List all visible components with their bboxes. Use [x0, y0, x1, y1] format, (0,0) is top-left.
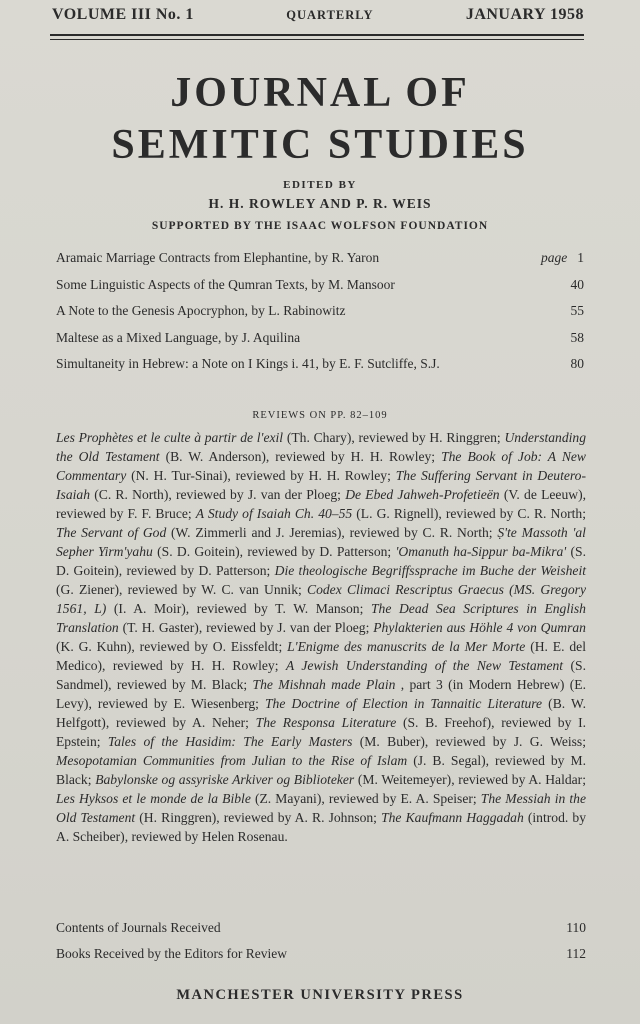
- review-details: (Th. Chary), reviewed by H. Ringgren;: [286, 430, 501, 445]
- support-line: SUPPORTED BY THE ISAAC WOLFSON FOUNDATION: [151, 220, 489, 232]
- article-page: 40: [570, 276, 584, 292]
- review-details: (S. Sandmel), reviewed by M. Black;: [56, 658, 587, 692]
- review-book-title: The Messiah in the Old Testament: [56, 791, 586, 825]
- review-book-title: The Mishnah made Plain: [252, 677, 396, 692]
- editors-names: H. H. ROWLEY AND P. R. WEIS: [208, 196, 432, 211]
- articles-contents: [56, 250, 584, 383]
- review-book-title: Phylakterien aus Höhle 4 von Qumran: [373, 620, 586, 635]
- article-entry: [56, 277, 584, 304]
- review-entry: [95, 772, 586, 787]
- article-title: Aramaic Marriage Contracts from Elephantine, by R. Yaron: [56, 250, 380, 265]
- review-details: (V. de Leeuw), reviewed by F. F. Bruce;: [56, 487, 587, 521]
- masthead-rule-thick: [50, 34, 584, 36]
- edited-by-label: EDITED BY: [283, 179, 357, 191]
- back-matter-page: 112: [566, 946, 586, 961]
- article-page: 80: [570, 356, 584, 371]
- review-book-title: The Doctrine of Election in Tannaitic Literature: [265, 696, 543, 711]
- article-title: Some Linguistic Aspects of the Qumran Texts, by M. Mansoor: [56, 276, 395, 292]
- review-details: (C. R. North), reviewed by J. van der Ploeg;: [94, 487, 341, 502]
- review-book-title: The Kaufmann Haggadah: [381, 810, 524, 825]
- page-word: page: [541, 250, 568, 265]
- review-book-title: The Suffering Servant in Deutero-Isaiah: [56, 468, 586, 502]
- review-book-title: Codex Climaci Rescriptus Graecus (MS. Gregory 1561, L): [56, 582, 586, 616]
- journal-title-line-2: SEMITIC STUDIES: [111, 122, 529, 168]
- reviews-list: [56, 428, 586, 846]
- review-details: (S. D. Goitein), reviewed by D. Patterson;: [56, 544, 587, 578]
- review-entry: [56, 525, 497, 540]
- frequency: QUARTERLY: [286, 8, 374, 22]
- review-details: (introd. by A. Scheiber), reviewed by Helen Rosenau.: [56, 810, 586, 844]
- article-page: 58: [570, 329, 584, 345]
- review-details: (H. E. del Medico), reviewed by H. H. Rowley;: [56, 639, 586, 673]
- review-entry: [56, 430, 504, 445]
- review-book-title: A Study of Isaiah Ch. 40–55: [195, 506, 353, 521]
- volume-number: VOLUME III No. 1: [52, 6, 194, 23]
- review-details: (I. A. Moir), reviewed by T. W. Manson;: [113, 601, 364, 616]
- back-matter-entry: [56, 920, 586, 936]
- review-book-title: Ṣ'te Massoth 'al Sepher Yirm'yahu: [56, 525, 586, 559]
- article-entry: [56, 356, 584, 383]
- review-details: (S. D. Goitein), reviewed by D. Patterson;: [157, 544, 392, 559]
- back-matter-page: 110: [566, 920, 586, 935]
- review-book-title: The Dead Sea Scriptures in English Translation: [56, 601, 586, 635]
- reviews-heading: REVIEWS ON PP. 82–109: [252, 410, 388, 421]
- back-matter-title: Contents of Journals Received: [56, 920, 221, 935]
- review-details: , part 3 (in Modern Hebrew) (E. Levy), reviewed by E. Wiesenberg;: [56, 677, 586, 711]
- article-entry: [56, 303, 584, 330]
- review-details: (N. H. Tur-Sinai), reviewed by H. H. Rowley;: [131, 468, 391, 483]
- review-book-title: Les Hyksos et le monde de la Bible: [56, 791, 251, 806]
- review-book-title: De Ebed Jahweh-Profetieën: [345, 487, 500, 502]
- article-page: 55: [570, 303, 584, 318]
- review-book-title: The Servant of God: [56, 525, 167, 540]
- review-details: (Z. Mayani), reviewed by E. A. Speiser;: [254, 791, 477, 806]
- review-book-title: Tales of the Hasidim: The Early Masters: [107, 734, 353, 749]
- review-details: (J. B. Segal), reviewed by M. Black;: [56, 753, 586, 787]
- review-details: (M. Weitemeyer), reviewed by A. Haldar;: [357, 772, 586, 787]
- review-book-title: L'Enigme des manuscrits de la Mer Morte: [287, 639, 526, 654]
- review-details: (H. Ringgren), reviewed by A. R. Johnson;: [139, 810, 377, 825]
- article-title: Simultaneity in Hebrew: a Note on I Kings i. 41, by E. F. Sutcliffe, S.J.: [56, 356, 440, 371]
- review-book-title: Les Prophètes et le culte à partir de l'exil: [56, 430, 284, 445]
- review-book-title: Understanding the Old Testament: [56, 430, 587, 464]
- publisher: MANCHESTER UNIVERSITY PRESS: [176, 987, 464, 1003]
- review-book-title: 'Omanuth ha-Sippur ba-Mikra': [395, 544, 567, 559]
- review-book-title: The Responsa Literature: [255, 715, 397, 730]
- review-details: (B. W. Helfgott), reviewed by A. Neher;: [56, 696, 586, 730]
- review-book-title: A Jewish Understanding of the New Testament: [285, 658, 564, 673]
- review-book-title: Babylonske og assyriske Arkiver og Biblioteker: [95, 772, 355, 787]
- review-details: (K. G. Kuhn), reviewed by O. Eissfeldt;: [56, 639, 283, 654]
- article-entry: [56, 330, 584, 357]
- review-book-title: Die theologische Begriffssprache im Buche der Weisheit: [274, 563, 587, 578]
- review-details: (T. H. Gaster), reviewed by J. van der Ploeg;: [122, 620, 370, 635]
- review-entry: [56, 791, 481, 806]
- article-page: page 1: [541, 250, 584, 265]
- masthead-line: [52, 6, 584, 24]
- review-details: (G. Ziener), reviewed by W. C. van Unnik;: [56, 582, 302, 597]
- review-book-title: The Book of Job: A New Commentary: [56, 449, 586, 483]
- issue-date: JANUARY 1958: [465, 6, 584, 23]
- article-entry: [56, 250, 584, 277]
- review-book-title: Mesopotamian Communities from Julian to the Rise of Islam: [56, 753, 408, 768]
- review-entry: [196, 506, 586, 521]
- masthead-rule-thin: [50, 39, 584, 40]
- review-entry: [108, 734, 586, 749]
- journal-title-line-1: JOURNAL OF: [170, 70, 470, 116]
- back-matter-title: Books Received by the Editors for Review: [56, 946, 287, 961]
- article-title: Maltese as a Mixed Language, by J. Aquilina: [56, 329, 301, 345]
- review-details: (B. W. Anderson), reviewed by H. H. Rowley;: [165, 449, 436, 464]
- article-title: A Note to the Genesis Apocryphon, by L. Rabinowitz: [56, 303, 346, 318]
- review-details: (L. G. Rignell), reviewed by C. R. North;: [356, 506, 586, 521]
- review-details: (W. Zimmerli and J. Jeremias), reviewed by C. R. North;: [171, 525, 493, 540]
- review-details: (S. B. Freehof), reviewed by I. Epstein;: [56, 715, 587, 749]
- back-matter-entry: [56, 946, 586, 962]
- review-details: (M. Buber), reviewed by J. G. Weiss;: [359, 734, 586, 749]
